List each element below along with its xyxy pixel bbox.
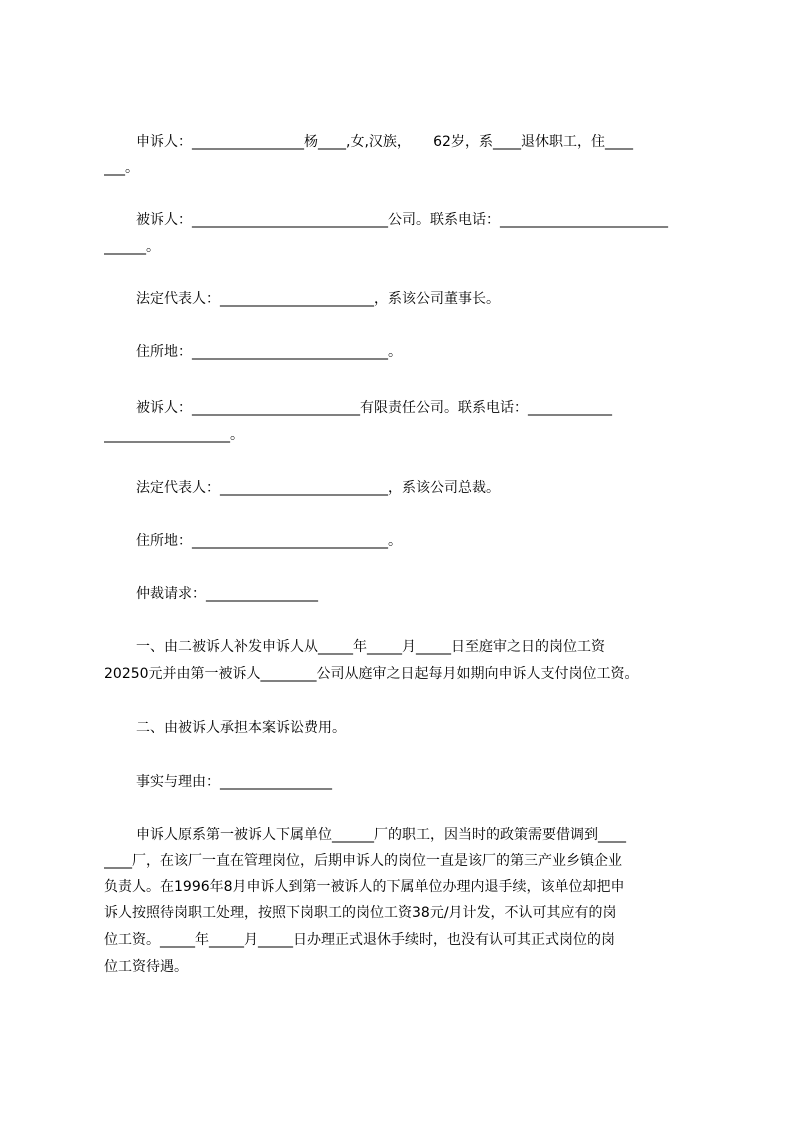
respondent2-legal-rep: 法定代表人：________________________，系该公司总裁。: [136, 480, 500, 496]
arbitration-request-heading: 仲裁请求：________________: [136, 586, 318, 602]
respondent2-line-1: 被诉人：________________________有限责任公司。联系电话：____________: [136, 400, 612, 416]
respondent1-legal-rep: 法定代表人：______________________，系该公司董事长。: [136, 291, 500, 307]
request-item-2: 二、由被诉人承担本案诉讼费用。: [136, 720, 346, 736]
facts-paragraph-line: ____厂，在该厂一直在管理岗位，后期申诉人的岗位一直是该厂的第三产业乡镇企业: [104, 853, 622, 869]
facts-paragraph-line: 位工资。_____年_____月_____日办理正式退休手续时，也没有认可其正式岗位的岗: [104, 932, 615, 948]
respondent1-line-1: 被诉人：____________________________公司。联系电话：________________________: [136, 212, 668, 228]
facts-paragraph-line: 诉人按照待岗职工处理，按照下岗职工的岗位工资38元/月计发，不认可其应有的岗: [104, 905, 617, 921]
claimant-line-1: 申诉人：________________杨____,女,汉族， 62岁，系____退休职工，住____: [136, 134, 633, 150]
request-item-1-line-1: 一、由二被诉人补发申诉人从_____年_____月_____日至庭审之日的岗位工资: [136, 639, 605, 655]
respondent2-address: 住所地：____________________________。: [136, 533, 402, 549]
facts-paragraph-line: 申诉人原系第一被诉人下属单位______厂的职工，因当时的政策需要借调到____: [136, 827, 626, 843]
facts-paragraph-line: 位工资待遇。: [104, 959, 188, 975]
facts-heading: 事实与理由：________________: [136, 774, 332, 790]
claimant-line-2: ___。: [104, 160, 139, 176]
respondent1-address: 住所地：____________________________。: [136, 344, 402, 360]
respondent2-line-2: __________________。: [104, 427, 244, 443]
request-item-1-line-2: 20250元并由第一被诉人________公司从庭审之日起每月如期向申诉人支付岗位工资。: [104, 666, 639, 682]
respondent1-line-2: ______。: [104, 239, 160, 255]
facts-paragraph-line: 负责人。在1996年8月申诉人到第一被诉人的下属单位办理内退手续，该单位却把申: [104, 879, 625, 895]
